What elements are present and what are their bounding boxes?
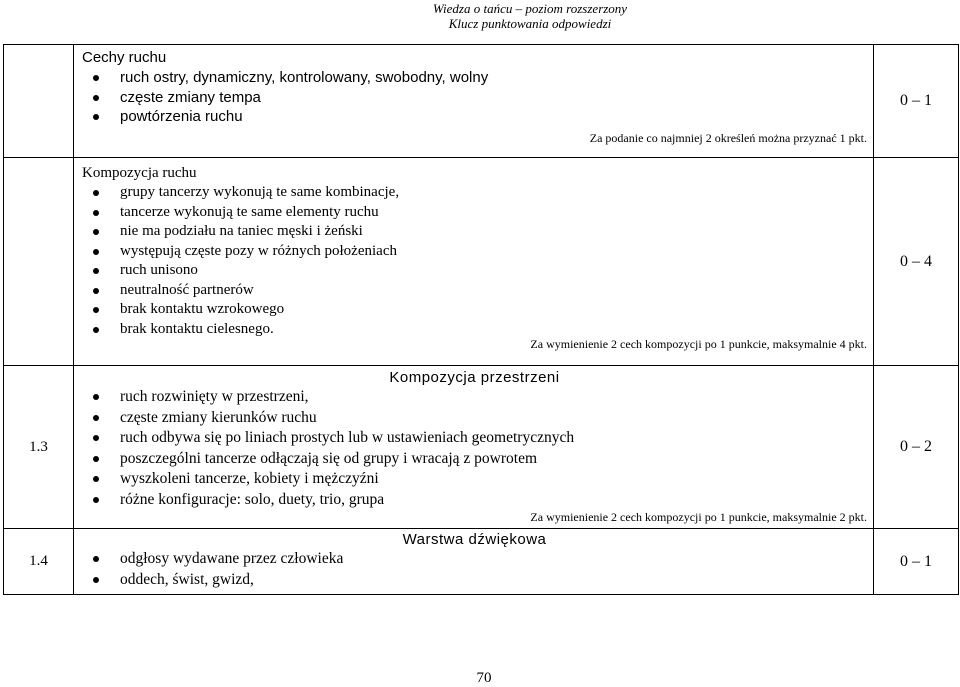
list-item: występują częste pozy w różnych położeniach (120, 242, 867, 262)
page-number: 70 (476, 670, 492, 686)
list-item: brak kontaktu wzrokowego (120, 300, 867, 320)
list-item: ruch unisono (120, 261, 867, 281)
criteria-list (82, 183, 867, 339)
criteria-list (82, 68, 867, 127)
scoring-note: Za wymienienie 2 cech kompozycji po 1 punkcie, maksymalnie 4 pkt. (530, 337, 867, 351)
list-item: powtórzenia ruchu (120, 107, 867, 127)
list-item: grupy tancerzy wykonują te same kombinacje, (120, 183, 867, 203)
answer-cell (74, 366, 874, 529)
scoring-note: Za wymienienie 2 cech kompozycji po 1 punkcie, maksymalnie 2 pkt. (530, 510, 867, 524)
criteria-list (82, 549, 867, 590)
list-item: brak kontaktu cielesnego. (120, 320, 867, 340)
answer-cell (74, 158, 874, 366)
page-header (330, 1, 730, 31)
task-number-cell: 1.4 (4, 529, 74, 595)
table-row-sound-layer (4, 529, 959, 595)
answer-cell (74, 529, 874, 595)
list-item: oddech, świst, gwizd, (120, 570, 867, 591)
list-item: neutralność partnerów (120, 281, 867, 301)
section-title: Kompozycja ruchu (82, 165, 197, 181)
list-item: odgłosy wydawane przez człowieka (120, 549, 867, 570)
table-row-space-composition (4, 366, 959, 529)
table-row-movement-composition (4, 158, 959, 366)
score-cell: 0 – 4 (874, 158, 959, 366)
section-title: Cechy ruchu (82, 49, 167, 66)
score-cell: 0 – 1 (874, 45, 959, 158)
section-heading: Warstwa dźwiękowa (402, 531, 547, 548)
list-item: wyszkoleni tancerze, kobiety i mężczyźni (120, 469, 867, 490)
list-item: częste zmiany tempa (120, 88, 867, 108)
list-item: różne konfiguracje: solo, duety, trio, grupa (120, 490, 867, 511)
section-heading: Kompozycja przestrzeni (389, 369, 560, 386)
list-item: ruch ostry, dynamiczny, kontrolowany, swobodny, wolny (120, 68, 867, 88)
list-item: nie ma podziału na taniec męski i żeński (120, 222, 867, 242)
task-number-cell (4, 158, 74, 366)
list-item: ruch odbywa się po liniach prostych lub w ustawieniach geometrycznych (120, 428, 867, 449)
list-item: ruch rozwinięty w przestrzeni, (120, 387, 867, 408)
criteria-list (82, 387, 867, 510)
task-number-cell: 1.3 (4, 366, 74, 529)
header-subject: Wiedza o tańcu – poziom rozszerzony (432, 1, 628, 16)
scoring-note: Za podanie co najmniej 2 określeń można przyznać 1 pkt. (589, 130, 867, 145)
answer-cell (74, 45, 874, 158)
list-item: tancerze wykonują te same elementy ruchu (120, 203, 867, 223)
score-cell: 0 – 1 (874, 529, 959, 595)
header-document-type: Klucz punktowania odpowiedzi (448, 16, 612, 31)
table-row-movement-features (4, 45, 959, 158)
score-cell: 0 – 2 (874, 366, 959, 529)
scoring-table (3, 44, 959, 595)
list-item: częste zmiany kierunków ruchu (120, 408, 867, 429)
task-number-cell (4, 45, 74, 158)
list-item: poszczególni tancerze odłączają się od grupy i wracają z powrotem (120, 449, 867, 470)
